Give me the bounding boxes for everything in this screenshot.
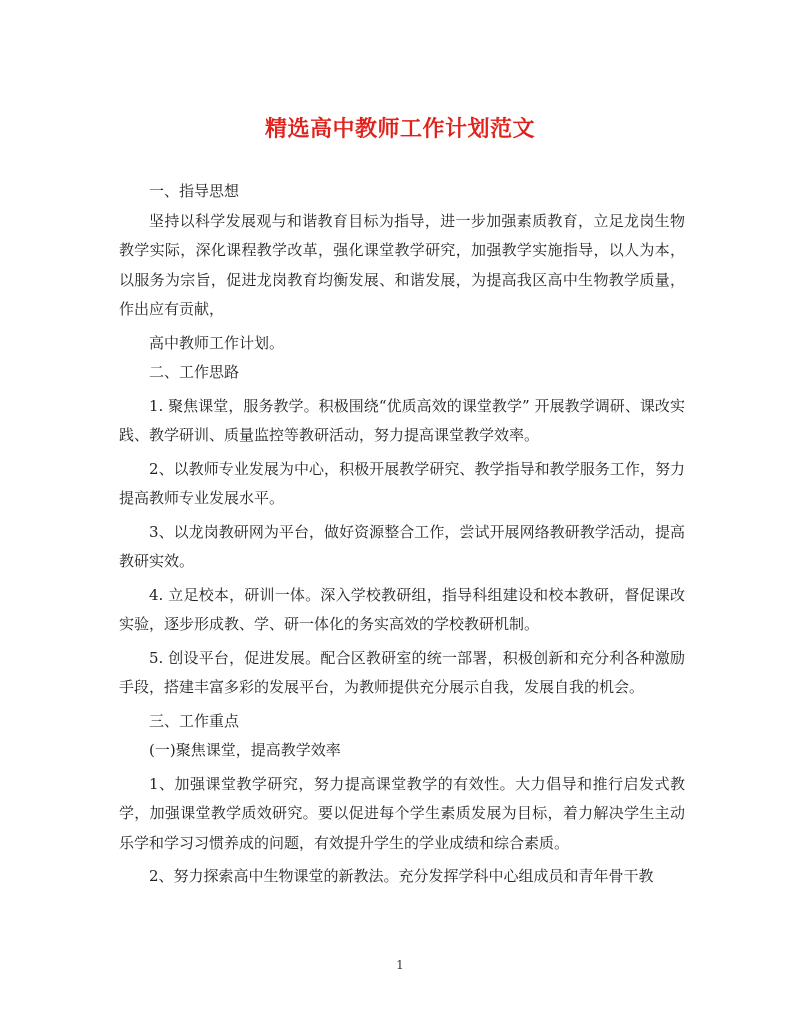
list-item: 4. 立足校本，研训一体。深入学校教研组，指导科组建设和校本教研，督促课改实验，逐步形成教、学、研一体化的务实高效的学校教研机制。 [119,585,685,633]
subsection-heading: (一)聚焦课堂，提高教学效率 [149,741,341,759]
list-item: 3、以龙岗教研网为平台，做好资源整合工作，尝试开展网络教研教学活动，提高教研实效。 [119,522,685,570]
section-heading: 二、工作思路 [149,363,240,381]
document-title: 精选高中教师工作计划范文 [264,116,535,142]
list-item: 5. 创设平台，促进发展。配合区教研室的统一部署，积极创新和充分利各种激励手段，搭建丰富多彩的发展平台，为教师提供充分展示自我，发展自我的机会。 [119,648,685,696]
list-item: 1、加强课堂教学研究，努力提高课堂教学的有效性。大力倡导和推行启发式教学，加强课堂教学质效研究。要以促进每个学生素质发展为目标，着力解决学生主动乐学和学习习惯养成的问题，有效提升学生的学业成绩和综合素质。 [119,774,685,852]
list-item: 1. 聚焦课堂，服务教学。积极围绕“优质高效的课堂教学” 开展教学调研、课改实践、教学研训、质量监控等教研活动，努力提高课堂教学效率。 [119,396,685,444]
section-heading: 一、指导思想 [149,182,240,200]
list-item: 2、以教师专业发展为中心，积极开展教学研究、教学指导和教学服务工作，努力提高教师专业发展水平。 [119,459,685,507]
list-item: 2、努力探索高中生物课堂的新教法。充分发挥学科中心组成员和青年骨干教 [149,867,654,885]
page-number: 1 [396,958,404,972]
paragraph: 高中教师工作计划。 [149,333,285,352]
paragraph: 坚持以科学发展观与和谐教育目标为指导，进一步加强素质教育，立足龙岗生物教学实际，深化课程教学改革，强化课堂教学研究，加强教学实施指导，以人为本，以服务为宗旨，促进龙岗教育均衡发展、和谐发展，为提高我区高中生物教学质量，作出应有贡献， [119,211,685,318]
section-heading: 三、工作重点 [149,711,240,730]
document-body [119,177,685,892]
